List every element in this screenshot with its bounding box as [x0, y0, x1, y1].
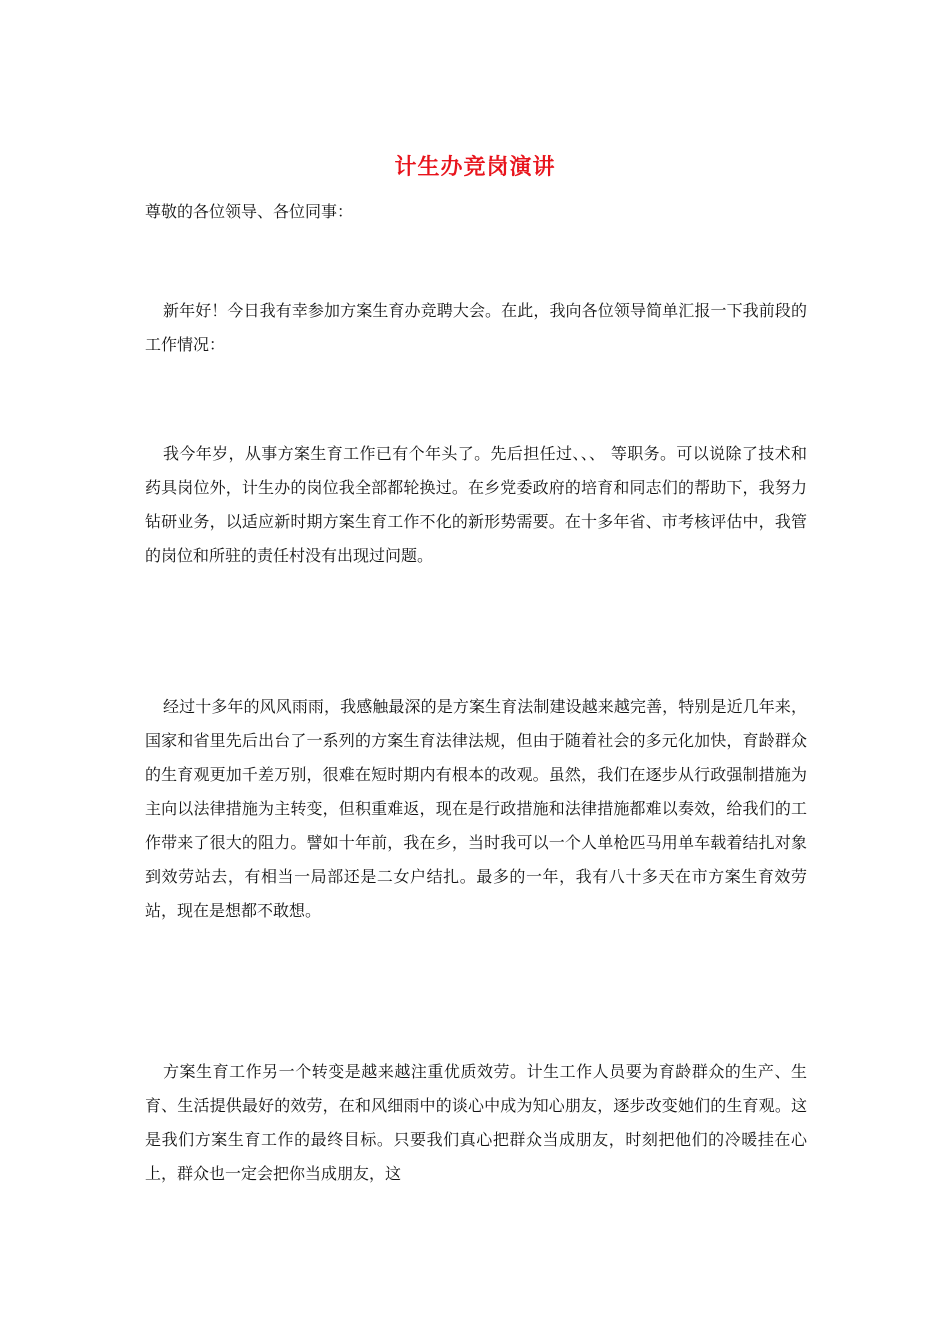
salutation: 尊敬的各位领导、各位同事：: [145, 202, 354, 221]
paragraph-3: 经过十多年的风风雨雨，我感触最深的是方案生育法制建设越来越完善，特别是近几年来，国家和省里先后出台了一系列的方案生育法律法规，但由于随着社会的多元化加快，育龄群众的生育观更加千差万别，很难在短时期内有根本的改观。虽然，我们在逐步从行政强制措施为主向以法律措施为主转变，但积重难返，现在是行政措施和法律措施都难以奏效，给我们的工作带来了很大的阻力。譬如十年前，我在乡，当时我可以一个人单枪匹马用单车载着结扎对象到效劳站去，有相当一局部还是二女户结扎。最多的一年，我有八十多天在市方案生育效劳站，现在是想都不敢想。: [145, 697, 807, 920]
paragraph-2: 我今年岁，从事方案生育工作已有个年头了。先后担任过、、、 等职务。可以说除了技术和药具岗位外，计生办的岗位我全部都轮换过。在乡党委政府的培育和同志们的帮助下，我努力钻研业务，以适应新时期方案生育工作不化的新形势需要。在十多年省、市考核评估中，我管的岗位和所驻的责任村没有出现过问题。: [145, 444, 807, 565]
paragraph-1: 新年好！今日我有幸参加方案生育办竞聘大会。在此，我向各位领导简单汇报一下我前段的工作情况：: [145, 301, 807, 354]
document-title: 计生办竞岗演讲: [394, 154, 556, 180]
paragraph-4: 方案生育工作另一个转变是越来越注重优质效劳。计生工作人员要为育龄群众的生产、生育、生活提供最好的效劳，在和风细雨中的谈心中成为知心朋友，逐步改变她们的生育观。这是我们方案生育工作的最终目标。只要我们真心把群众当成朋友，时刻把他们的冷暖挂在心上，群众也一定会把你当成朋友，这: [145, 1062, 807, 1183]
